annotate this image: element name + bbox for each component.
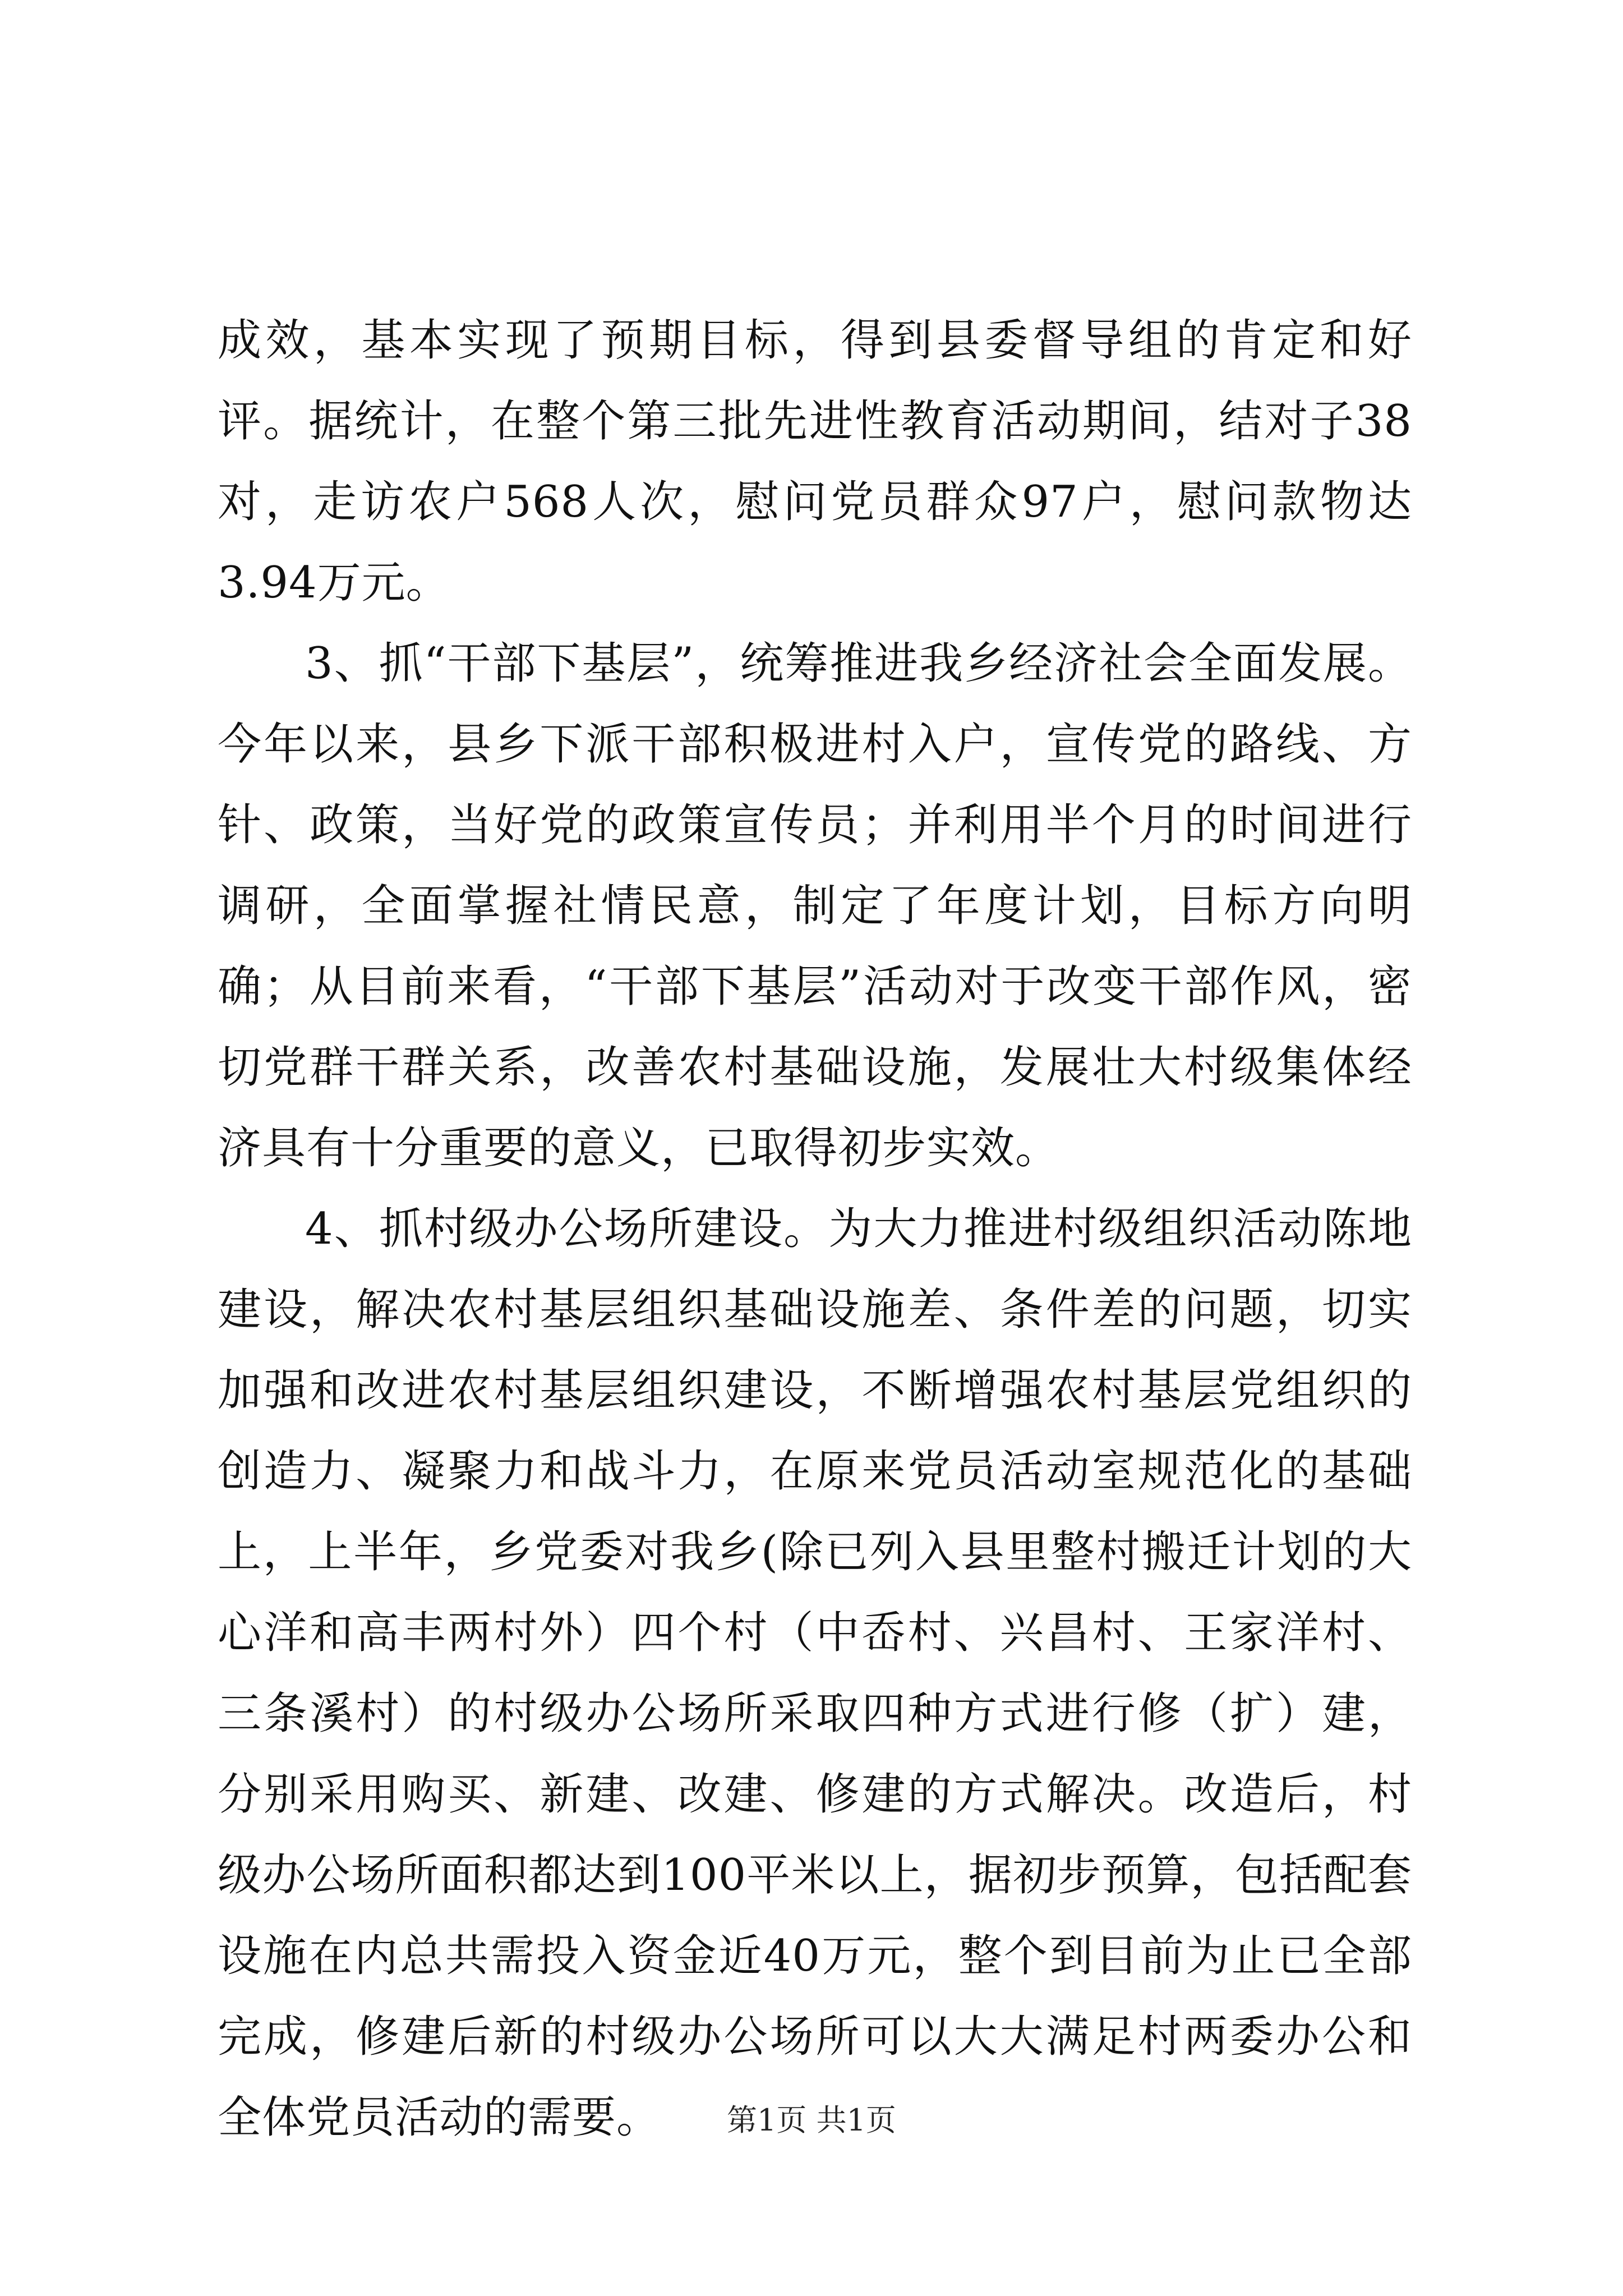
paragraph-item-4: 4、抓村级办公场所建设。为大力推进村级组织活动陈地建设，解决农村基层组织基础设施差、条件差的问题，切实加强和改进农村基层组织建设，不断增强农村基层党组织的创造力、凝聚力和战斗力，在原来党员活动室规范化的基础上，上半年，乡党委对我乡(除已列入县里整村搬迁计划的大心洋和高丰两村外）四个村（中岙村、兴昌村、王家洋村、三条溪村）的村级办公场所采取四种方式进行修（扩）建，分别采用购买、新建、改建、修建的方式解决。改造后，村级办公场所面积都达到100平米以上，据初步预算，包括配套设施在内总共需投入资金近40万元，整个到目前为止已全部完成，修建后新的村级办公场所可以大大满足村两委办公和全体党员活动的需要。 [218, 1204, 1412, 2143]
page-footer: 第1页 共1页 [727, 2102, 896, 2138]
paragraph-continuation: 成效，基本实现了预期目标，得到县委督导组的肯定和好评。据统计，在整个第三批先进性教育活动期间，结对子38对，走访农户568人次，慰问党员群众97户，慰问款物达3.94万元。 [218, 315, 1412, 608]
document-body [218, 300, 1412, 2158]
paragraph-item-3: 3、抓“干部下基层”，统筹推进我乡经济社会全面发展。今年以来，县乡下派干部积极进村入户，宣传党的路线、方针、政策，当好党的政策宣传员；并利用半个月的时间进行调研，全面掌握社情民意，制定了年度计划，目标方向明确；从目前来看，“干部下基层”活动对于改变干部作风，密切党群干群关系，改善农村基础设施，发展壮大村级集体经济具有十分重要的意义，已取得初步实效。 [218, 638, 1412, 1174]
